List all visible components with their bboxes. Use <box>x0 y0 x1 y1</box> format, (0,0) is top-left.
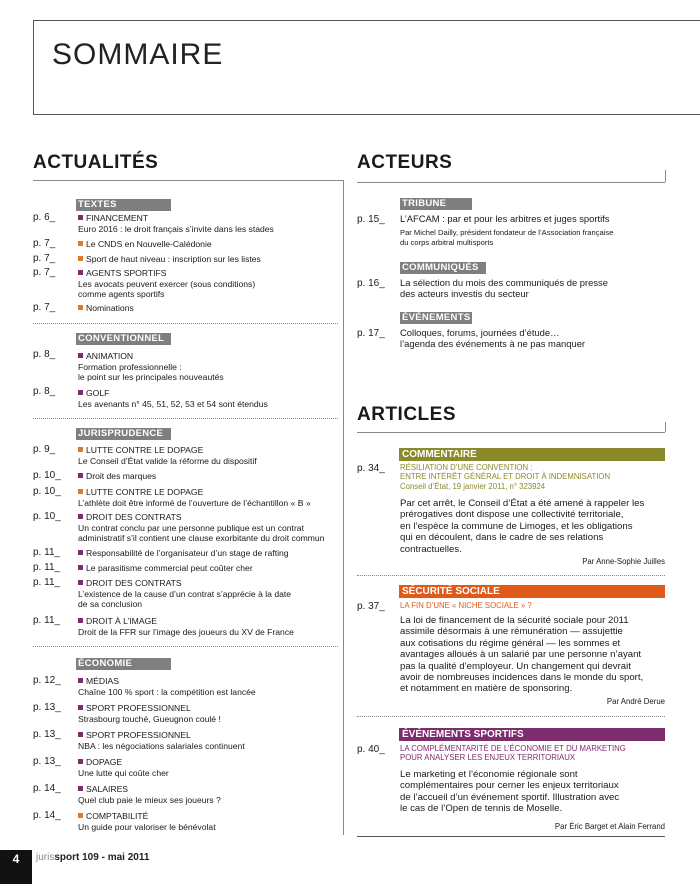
marker-icon <box>78 678 83 683</box>
page-ref: p. 37_ <box>357 601 385 612</box>
page-ref: p. 16_ <box>357 278 385 289</box>
toc-entry[interactable]: GOLF Les avenants n° 45, 51, 52, 53 et 54 sont étendus <box>78 388 268 409</box>
page-ref: p. 8_ <box>33 386 56 397</box>
securite-sociale-subtitle[interactable]: LA FIN D’UNE « NICHE SOCIALE » ? <box>400 601 532 610</box>
page-ref: p. 14_ <box>33 810 61 821</box>
marker-icon <box>78 786 83 791</box>
securite-sociale-summary: La loi de financement de la sécurité sociale pour 2011 assimile désormais à une rémunération — assujettie aux cotisations du régime général — les sommes et avantages alloués à un salarié par une personne n’ayant pas la qualité d’employeur. Un changement qui devrait avoir de nombreuses incidences dans le monde du sport, et notamment en matière de sponsoring. <box>400 615 644 695</box>
separator <box>33 418 338 419</box>
toc-entry[interactable]: Nominations <box>78 303 134 314</box>
page-ref: p. 14_ <box>33 783 61 794</box>
page-ref: p. 7_ <box>33 302 56 313</box>
marker-icon <box>78 813 83 818</box>
actualites-rule <box>33 180 343 181</box>
evenements-sportifs-author: Par Éric Barget et Alain Ferrand <box>554 822 665 831</box>
marker-icon <box>78 550 83 555</box>
page-ref: p. 17_ <box>357 328 385 339</box>
separator <box>357 716 665 717</box>
category-communiques: COMMUNIQUÉS <box>400 262 486 274</box>
marker-icon <box>78 305 83 310</box>
marker-icon <box>78 489 83 494</box>
toc-entry[interactable]: DROIT DES CONTRATS Un contrat conclu par une personne publique est un contrat administratif s’il contient une clause exorbitante du droit commun <box>78 512 325 543</box>
toc-entry[interactable]: MÉDIAS Chaîne 100 % sport : la compétition est lancée <box>78 676 256 697</box>
separator <box>357 575 665 576</box>
toc-entry[interactable]: DOPAGE Une lutte qui coûte cher <box>78 757 169 778</box>
toc-entry[interactable]: Droit des marques <box>78 471 156 482</box>
toc-entry[interactable]: DROIT À L’IMAGE Droit de la FFR sur l’image des joueurs du XV de France <box>78 616 294 637</box>
commentaire-subtitle[interactable]: RÉSILIATION D’UNE CONVENTION : ENTRE INTÉRÊT GÉNÉRAL ET DROIT À INDEMNISATION Conseil d’État, 19 janvier 2011, n° 323924 <box>400 463 611 491</box>
marker-icon <box>78 241 83 246</box>
category-jurisprudence: JURISPRUDENCE <box>76 428 171 440</box>
toc-entry[interactable]: DROIT DES CONTRATS L’existence de la cause d’un contrat s’apprécie à la date de sa conclusion <box>78 578 292 609</box>
category-conventionnel: CONVENTIONNEL <box>76 333 171 345</box>
articles-bottom-rule <box>357 836 665 837</box>
page-ref: p. 8_ <box>33 349 56 360</box>
securite-sociale-author: Par André Derue <box>606 697 665 706</box>
actualites-column-border <box>343 180 344 835</box>
marker-icon <box>78 473 83 478</box>
evenements-sportifs-summary: Le marketing et l’économie régionale sont complémentaires pour cerner les enjeux territoriaux de l’accueil d’un événement sportif. Illustration avec le cas de l’Open de tennis de Moselle. <box>400 769 620 815</box>
communiques-title[interactable]: La sélection du mois des communiqués de presse des acteurs investis du secteur <box>400 277 608 299</box>
articles-tick <box>665 422 666 432</box>
page-title: SOMMAIRE <box>52 38 224 71</box>
page-ref: p. 11_ <box>33 562 61 573</box>
category-commentaire: COMMENTAIRE <box>399 448 665 461</box>
marker-icon <box>78 270 83 275</box>
page-number: 4 <box>0 850 32 884</box>
evenements-sportifs-subtitle[interactable]: LA COMPLÉMENTARITÉ DE L’ÉCONOMIE ET DU MARKETING POUR ANALYSER LES ENJEUX TERRITORIAUX <box>400 744 626 763</box>
tribune-byline: Par Michel Dailly, président fondateur de l’Association française du corps arbitral multisports <box>400 228 614 247</box>
marker-icon <box>78 618 83 623</box>
page-ref: p. 12_ <box>33 675 61 686</box>
toc-entry[interactable]: Le CNDS en Nouvelle-Calédonie <box>78 239 212 250</box>
toc-entry[interactable]: ANIMATION Formation professionnelle : le point sur les principales nouveautés <box>78 351 224 382</box>
evenements-title[interactable]: Colloques, forums, journées d’étude… l’agenda des événements à ne pas manquer <box>400 327 586 349</box>
page-ref: p. 15_ <box>357 214 385 225</box>
page-ref: p. 11_ <box>33 547 61 558</box>
toc-entry[interactable]: SPORT PROFESSIONNEL NBA : les négociations salariales continuent <box>78 730 245 751</box>
page-ref: p. 7_ <box>33 253 56 264</box>
commentaire-author: Par Anne-Sophie Juilles <box>582 557 665 566</box>
separator <box>33 646 338 647</box>
marker-icon <box>78 759 83 764</box>
marker-icon <box>78 447 83 452</box>
acteurs-tick <box>665 170 666 182</box>
toc-entry[interactable]: FINANCEMENT Euro 2016 : le droit français s’invite dans les stades <box>78 213 274 234</box>
category-economie: ÉCONOMIE <box>76 658 171 670</box>
marker-icon <box>78 514 83 519</box>
page-ref: p. 6_ <box>33 212 56 223</box>
toc-entry[interactable]: SALAIRES Quel club paie le mieux ses joueurs ? <box>78 784 221 805</box>
page-ref: p. 7_ <box>33 238 56 249</box>
tribune-title[interactable]: L’AFCAM : par et pour les arbitres et juges sportifs <box>400 213 610 224</box>
marker-icon <box>78 256 83 261</box>
marker-icon <box>78 732 83 737</box>
category-textes: TEXTES <box>76 199 171 211</box>
page-ref: p. 10_ <box>33 486 61 497</box>
acteurs-heading: ACTEURS <box>357 152 453 173</box>
acteurs-rule <box>357 182 665 183</box>
toc-entry[interactable]: LUTTE CONTRE LE DOPAGE L’athlète doit être informé de l’ouverture de l’échantillon « B » <box>78 487 311 508</box>
marker-icon <box>78 705 83 710</box>
toc-entry[interactable]: LUTTE CONTRE LE DOPAGE Le Conseil d’État valide la réforme du dispositif <box>78 445 257 466</box>
page-ref: p. 7_ <box>33 267 56 278</box>
category-tribune: TRIBUNE <box>400 198 472 210</box>
commentaire-summary: Par cet arrêt, le Conseil d’État a été amené à rappeler les prérogatives dont dispose une collectivité territoriale, en l’espèce la commune de Limoges, et les obligations qui en découlent, dans le cadre de ses relations contractuelles. <box>400 498 645 555</box>
marker-icon <box>78 353 83 358</box>
page-ref: p. 9_ <box>33 444 56 455</box>
footer-brand: jurissport 109 - mai 2011 <box>36 852 150 863</box>
page-ref: p. 10_ <box>33 511 61 522</box>
marker-icon <box>78 390 83 395</box>
page-ref: p. 34_ <box>357 463 385 474</box>
toc-entry[interactable]: Sport de haut niveau : inscription sur les listes <box>78 254 261 265</box>
page-ref: p. 13_ <box>33 702 61 713</box>
page-ref: p. 11_ <box>33 615 61 626</box>
page-ref: p. 13_ <box>33 756 61 767</box>
category-evenements-sportifs: ÉVÉNEMENTS SPORTIFS <box>399 728 665 741</box>
toc-entry[interactable]: AGENTS SPORTIFS Les avocats peuvent exercer (sous conditions) comme agents sportifs <box>78 268 256 299</box>
marker-icon <box>78 215 83 220</box>
articles-heading: ARTICLES <box>357 404 456 425</box>
page-ref: p. 10_ <box>33 470 61 481</box>
actualites-heading: ACTUALITÉS <box>33 152 159 173</box>
separator <box>33 323 338 324</box>
category-securite-sociale: SÉCURITÉ SOCIALE <box>399 585 665 598</box>
marker-icon <box>78 565 83 570</box>
category-evenements: ÉVÉNEMENTS <box>402 312 471 323</box>
toc-entry[interactable]: SPORT PROFESSIONNEL Strasbourg touché, Gueugnon coulé ! <box>78 703 221 724</box>
articles-rule <box>357 432 665 433</box>
page-ref: p. 13_ <box>33 729 61 740</box>
page-ref: p. 40_ <box>357 744 385 755</box>
toc-entry[interactable]: COMPTABILITÉ Un guide pour valoriser le bénévolat <box>78 811 216 832</box>
toc-entry[interactable]: Responsabilité de l’organisateur d’un stage de rafting <box>78 548 289 559</box>
page-ref: p. 11_ <box>33 577 61 588</box>
marker-icon <box>78 580 83 585</box>
toc-entry[interactable]: Le parasitisme commercial peut coûter cher <box>78 563 253 574</box>
